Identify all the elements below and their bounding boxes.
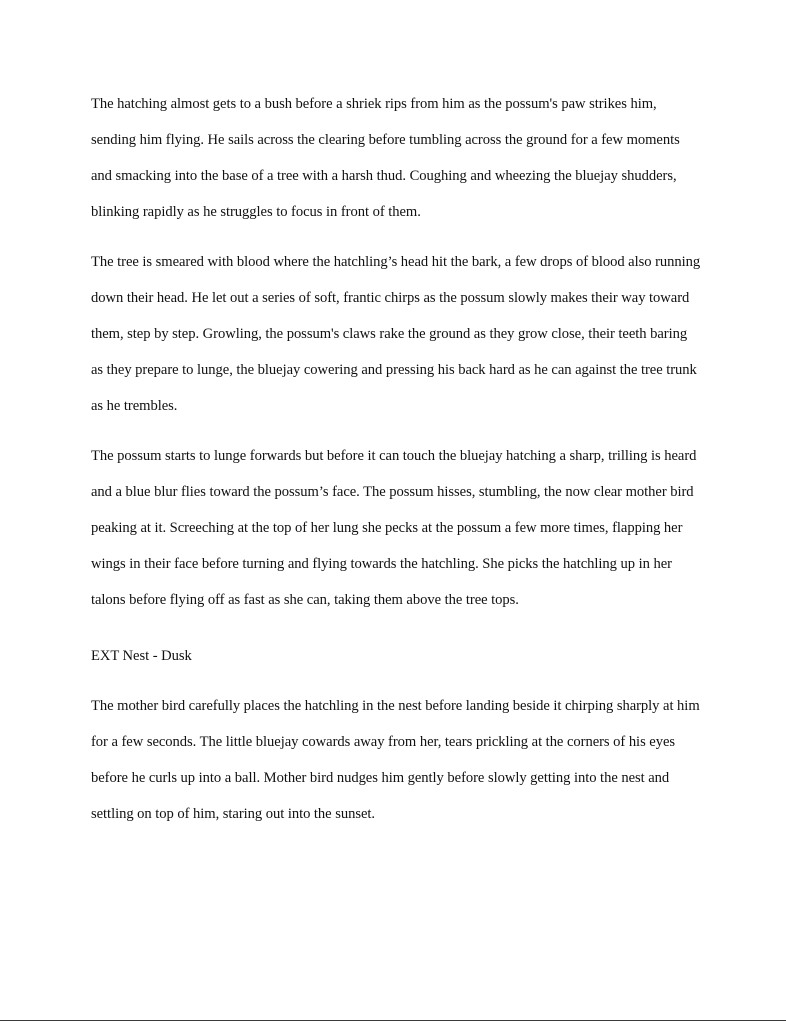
paragraph-tree-blood: The tree is smeared with blood where the hatchling’s head hit the bark, a few drops of blood also running down their head. He let out a series of soft, frantic chirps as the possum slowly makes their way toward them, step by step. Growling, the possum's claws rake the ground as they grow close, their teeth baring as they prepare to lunge, the bluejay cowering and pressing his back hard as he can against the tree trunk as he trembles. (91, 254, 701, 414)
scene-heading: EXT Nest - Dusk (91, 648, 192, 664)
paragraph-mother-rescue: The possum starts to lunge forwards but before it can touch the bluejay hatching a sharp, trilling is heard and a blue blur flies toward the possum’s face. The possum hisses, stumbling, the now clear mother bird peaking at it. Screeching at the top of her lung she pecks at the possum a few more times, flapping her wings in their face before turning and flying towards the hatchling. She picks the hatchling up in her talons before flying off as fast as she can, taking them above the tree tops. (91, 448, 697, 608)
page-bottom-border (0, 1020, 786, 1021)
document-body (91, 86, 701, 846)
paragraph-nest: The mother bird carefully places the hatchling in the nest before landing beside it chirping sharply at him for a few seconds. The little bluejay cowards away from her, tears prickling at the corners of his eyes before he curls up into a ball. Mother bird nudges him gently before slowly getting into the nest and settling on top of him, staring out into the sunset. (91, 698, 700, 822)
paragraph-possum-strike: The hatching almost gets to a bush before a shriek rips from him as the possum's paw strikes him, sending him flying. He sails across the clearing before tumbling across the ground for a few moments and smacking into the base of a tree with a harsh thud. Coughing and wheezing the bluejay shudders, blinking rapidly as he struggles to focus in front of them. (91, 96, 680, 220)
